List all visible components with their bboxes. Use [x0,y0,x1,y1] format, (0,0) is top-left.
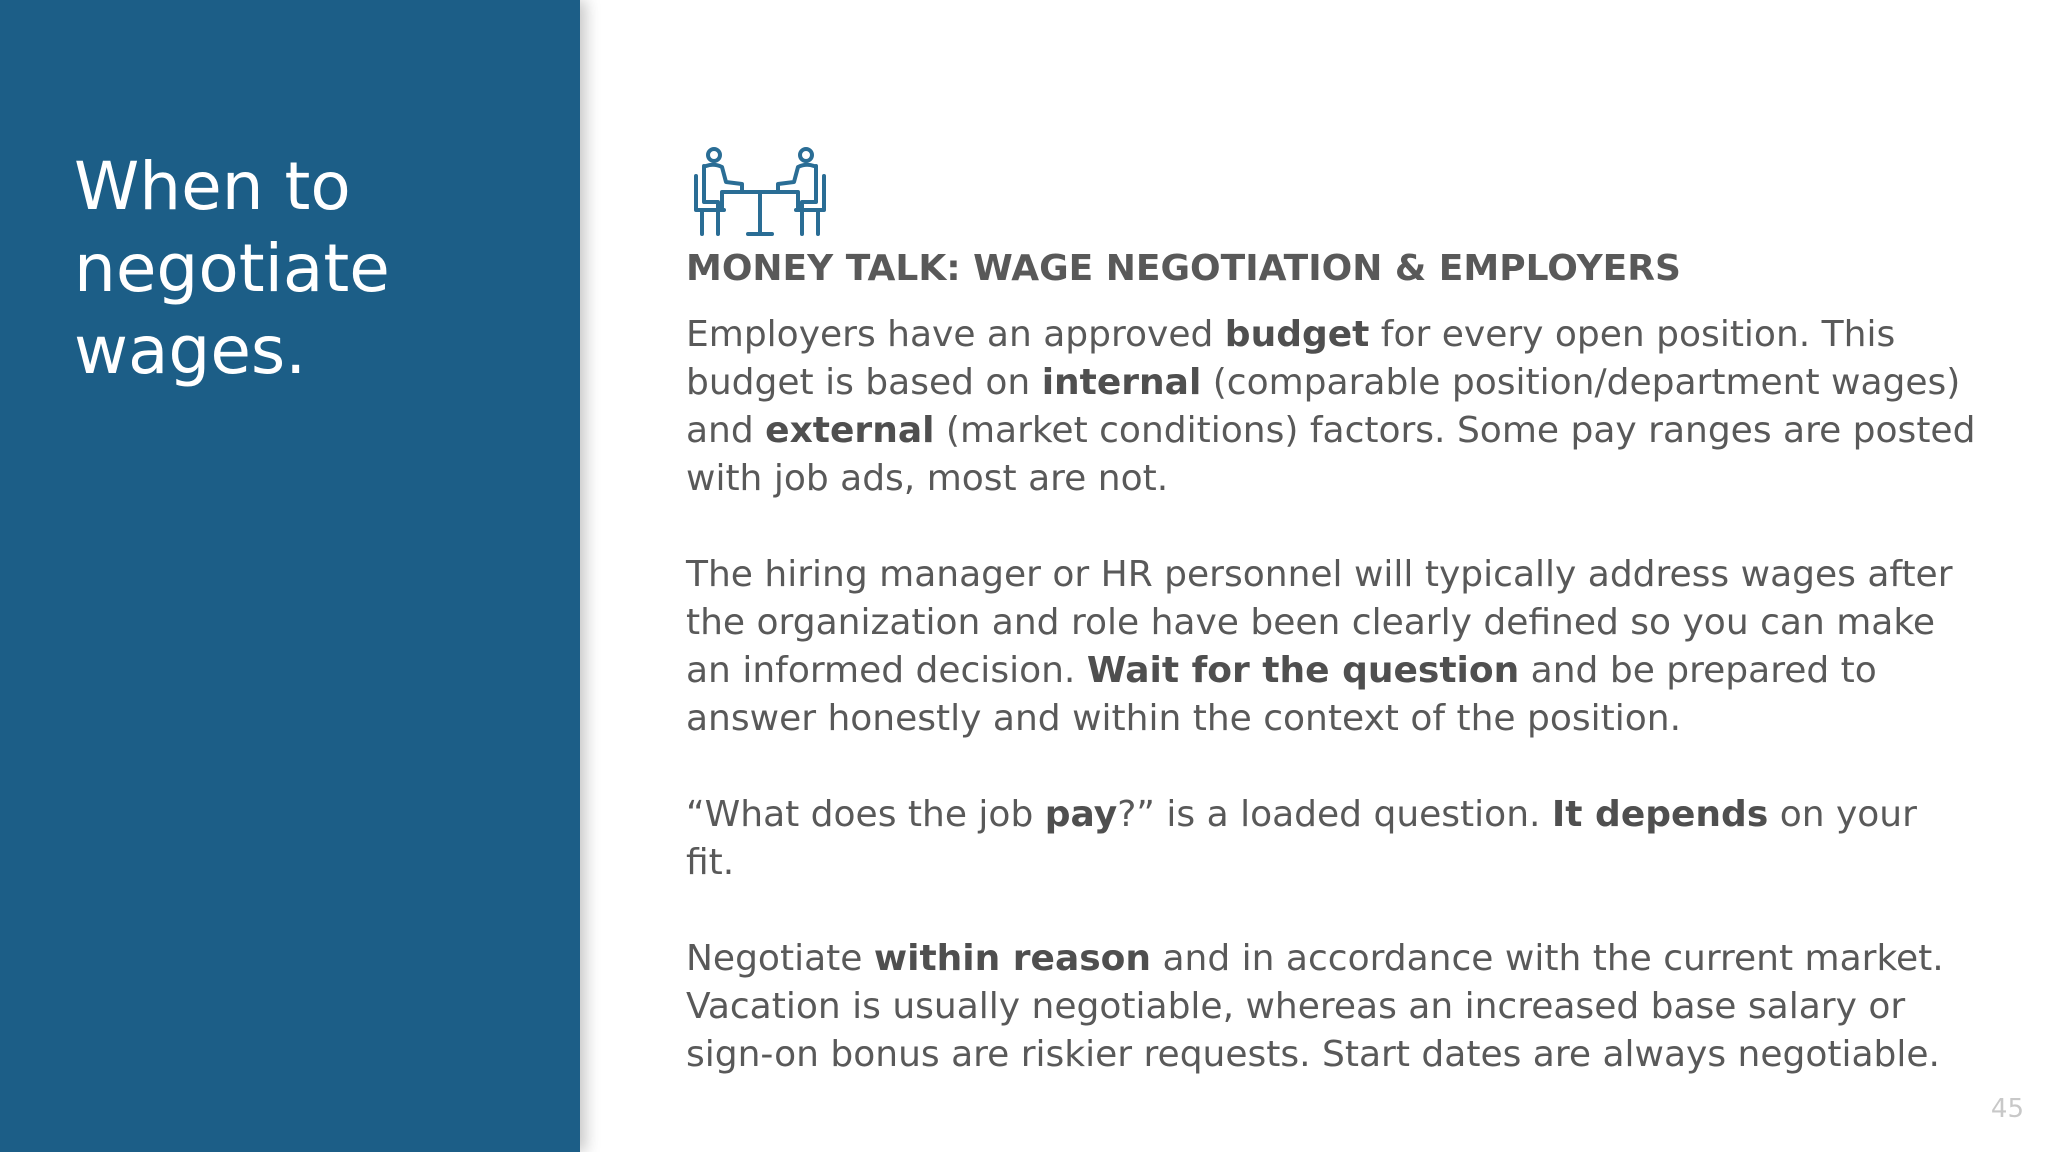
emphasis-text: internal [1041,362,1202,403]
body-text: ?” is a loaded question. [1117,794,1552,835]
people-at-table-icon [692,146,828,238]
body-text: Negotiate [686,938,874,979]
paragraph [686,935,1976,1079]
emphasis-text: pay [1044,794,1118,835]
paragraph [686,791,1976,887]
slide-title-line: When to [74,148,351,225]
slide-title-line: wages. [74,312,307,389]
slide-content [686,243,1976,1127]
body-text: for every open position. This budget is based on [686,314,1896,403]
slide-title-line: negotiate [74,230,390,307]
emphasis-text: budget [1224,314,1370,355]
paragraph [686,551,1976,743]
body-text: on your fit. [686,794,1917,883]
body-text: and be prepared to answer honestly and within the context of the position. [686,650,1877,739]
page-number: 45 [1990,1094,2024,1124]
body-text: and in accordance with the current market. Vacation is usually negotiable, whereas an increased base salary or sign-on bonus are riskier requests. Start dates are always negotiable. [686,938,1944,1075]
slide-title [74,146,544,392]
body-text: “What does the job [686,794,1045,835]
emphasis-text: external [765,410,935,451]
body-text: (comparable position/department wages) and [686,362,1961,451]
emphasis-text: within reason [873,938,1152,979]
emphasis-text: Wait for the question [1086,650,1520,691]
paragraph [686,311,1976,503]
body-text: Employers have an approved [686,314,1225,355]
body-text: The hiring manager or HR personnel will typically address wages after the organization and role have been clearly defined so you can make an informed decision. [686,554,1953,691]
title-panel [0,0,580,1152]
body-text: (market conditions) factors. Some pay ranges are posted with job ads, most are not. [686,410,1976,499]
section-heading: MONEY TALK: WAGE NEGOTIATION & EMPLOYERS [686,248,1681,289]
emphasis-text: It depends [1551,794,1769,835]
